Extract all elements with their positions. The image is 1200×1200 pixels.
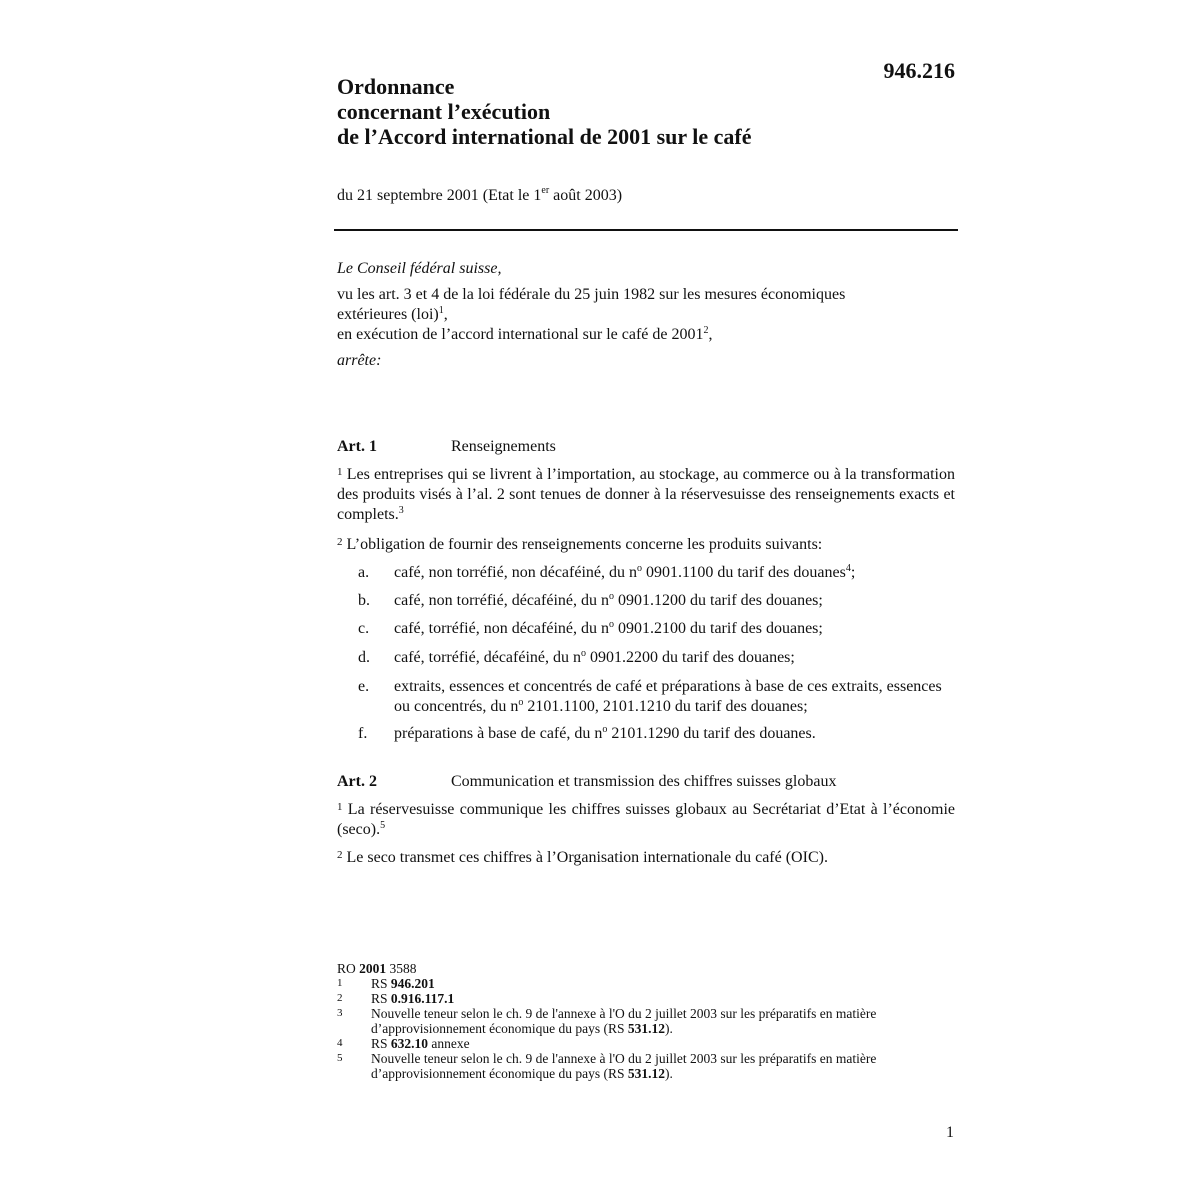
footnote-4 xyxy=(337,1036,937,1051)
list-text-pre: café, torréfié, décaféiné, du n xyxy=(394,649,581,666)
document-date xyxy=(337,187,622,205)
article-2-paragraph-2 xyxy=(337,848,955,868)
preamble xyxy=(337,259,957,371)
list-text xyxy=(394,724,955,744)
article-1-paragraph-1 xyxy=(337,465,955,525)
paragraph-mark: 2 xyxy=(337,536,343,548)
list-text xyxy=(394,619,955,639)
footnote-2 xyxy=(337,991,937,1006)
preamble-authority: Le Conseil fédéral suisse, xyxy=(337,260,502,277)
title-line-2: concernant l’exécution xyxy=(337,99,551,124)
footnote-3 xyxy=(337,1006,937,1036)
footnote-key: 3 xyxy=(337,1007,343,1019)
title-line-1: Ordonnance xyxy=(337,74,455,99)
footnote-key: 4 xyxy=(337,1037,343,1049)
paragraph-mark: 2 xyxy=(337,849,343,861)
list-text xyxy=(394,563,955,583)
preamble-line-3-text: en exécution de l’accord international sur le café de 2001 xyxy=(337,326,704,343)
article-2-paragraph-1 xyxy=(337,800,955,840)
list-text-post: 0901.1200 du tarif des douanes; xyxy=(614,592,823,609)
footnote-ref-1[interactable]: 1 xyxy=(438,305,444,316)
date-suffix: août 2003) xyxy=(549,187,623,204)
footnote-text: Nouvelle teneur selon le ch. 9 de l'annexe à l'O du 2 juillet 2003 sur les préparatifs en matière d’approvisionnement économique du pays (RS xyxy=(371,1006,877,1036)
preamble-line-2-text: extérieures (loi) xyxy=(337,306,439,323)
preamble-line-3 xyxy=(337,325,957,345)
list-text-pre: café, non torréfié, non décaféiné, du n xyxy=(394,564,637,581)
footnote-1 xyxy=(337,976,937,991)
date-superscript: er xyxy=(541,185,550,196)
footnote-key: 5 xyxy=(337,1052,343,1064)
preamble-line-2 xyxy=(337,305,957,325)
date-prefix: du 21 septembre 2001 (Etat le 1 xyxy=(337,187,542,204)
article-2-number: Art. 2 xyxy=(337,773,377,790)
numero-sup: o xyxy=(609,619,614,630)
footnote-5 xyxy=(337,1051,937,1081)
numero-sup: o xyxy=(609,591,614,602)
ro-prefix: RO xyxy=(337,961,360,976)
list-letter: e. xyxy=(358,678,370,695)
title-divider xyxy=(334,229,958,231)
paragraph-text: La réservesuisse communique les chiffres suisses globaux au Secrétariat d’Etat à l’économie (seco). xyxy=(337,801,955,838)
list-text-pre: extraits, essences et concentrés de café et préparations à base de ces extraits, essences ou concentrés, du n xyxy=(394,678,942,715)
list-text-pre: préparations à base de café, du n xyxy=(394,725,603,742)
preamble-line-3-end: , xyxy=(708,326,713,343)
article-1-title: Renseignements xyxy=(451,438,556,455)
ro-year: 2001 xyxy=(359,961,387,976)
article-1-paragraph-2 xyxy=(337,535,955,555)
list-text-end: ; xyxy=(850,564,856,581)
footnote-text: RS xyxy=(371,1036,391,1051)
paragraph-text: Le seco transmet ces chiffres à l’Organisation internationale du café (OIC). xyxy=(342,849,828,866)
ro-reference xyxy=(337,961,937,976)
preamble-decree: arrête: xyxy=(337,352,382,369)
title-line-3: de l’Accord international de 2001 sur le café xyxy=(337,124,752,149)
footnote-text-end: annexe xyxy=(428,1036,470,1051)
list-text-post: 2101.1100, 2101.1210 du tarif des douanes; xyxy=(523,698,808,715)
page-number: 1 xyxy=(946,1124,954,1141)
ro-page: 3588 xyxy=(386,961,417,976)
footnote-text-end: ). xyxy=(664,1021,673,1036)
numero-sup: o xyxy=(581,648,586,659)
paragraph-mark: 1 xyxy=(337,801,343,813)
document-title xyxy=(337,74,751,149)
article-1-number: Art. 1 xyxy=(337,438,377,455)
list-text-pre: café, torréfié, non décaféiné, du n xyxy=(394,620,609,637)
list-text xyxy=(394,591,955,611)
footnote-text: RS xyxy=(371,991,391,1006)
article-1-heading xyxy=(337,437,957,457)
footnote-bold: 531.12 xyxy=(627,1021,665,1036)
footnote-bold: 632.10 xyxy=(390,1036,429,1051)
footnote-ref-2[interactable]: 2 xyxy=(703,325,709,336)
footnote-key: 2 xyxy=(337,992,343,1004)
paragraph-text: L’obligation de fournir des renseignements concerne les produits suivants: xyxy=(342,536,823,553)
footnote-text: Nouvelle teneur selon le ch. 9 de l'annexe à l'O du 2 juillet 2003 sur les préparatifs en matière d’approvisionnement économique du pays (RS xyxy=(371,1051,877,1081)
footnote-ref-5[interactable]: 5 xyxy=(380,820,386,831)
preamble-line-1: vu les art. 3 et 4 de la loi fédérale du 25 juin 1982 sur les mesures économiques xyxy=(337,286,846,303)
numero-sup: o xyxy=(518,697,524,708)
footnote-text: RS xyxy=(371,976,391,991)
list-text xyxy=(394,677,955,717)
list-text-post: 0901.2200 du tarif des douanes; xyxy=(586,649,795,666)
list-text-post: 2101.1290 du tarif des douanes. xyxy=(607,725,816,742)
list-letter: d. xyxy=(358,649,370,666)
footnote-bold: 946.201 xyxy=(390,976,435,991)
article-2-title: Communication et transmission des chiffres suisses globaux xyxy=(451,773,837,790)
footnote-ref-3[interactable]: 3 xyxy=(398,505,404,516)
list-text xyxy=(394,648,955,668)
numero-sup: o xyxy=(602,724,608,735)
footnote-key: 1 xyxy=(337,977,343,989)
numero-sup: o xyxy=(637,563,642,574)
footnotes xyxy=(337,961,937,1081)
footnote-ref-4[interactable]: 4 xyxy=(845,563,851,574)
sr-number: 946.216 xyxy=(883,58,955,83)
preamble-line-2-end: , xyxy=(443,306,448,323)
paragraph-mark: 1 xyxy=(337,466,343,478)
article-2-heading xyxy=(337,772,957,792)
list-letter: c. xyxy=(358,620,370,637)
list-letter: a. xyxy=(358,564,370,581)
footnote-bold: 0.916.117.1 xyxy=(390,991,455,1006)
paragraph-text: Les entreprises qui se livrent à l’importation, au stockage, au commerce ou à la transformation des produits visés à l’al. 2 sont tenues de donner à la réservesuisse des renseignements exacts et complets. xyxy=(337,466,955,523)
list-letter: b. xyxy=(358,592,370,609)
list-text-pre: café, non torréfié, décaféiné, du n xyxy=(394,592,609,609)
list-text-post: 0901.1100 du tarif des douanes xyxy=(642,564,846,581)
footnote-text-end: ). xyxy=(664,1066,673,1081)
list-text-post: 0901.2100 du tarif des douanes; xyxy=(614,620,823,637)
footnote-bold: 531.12 xyxy=(627,1066,665,1081)
list-letter: f. xyxy=(358,725,368,742)
